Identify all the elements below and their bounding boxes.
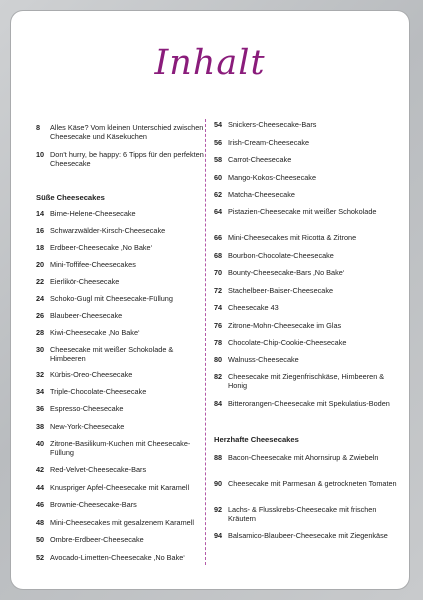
toc-entry-title: Ombre-Erdbeer-Cheesecake [50, 535, 144, 544]
toc-entry[interactable] [214, 372, 404, 391]
toc-entry[interactable] [36, 422, 204, 431]
toc-page-number: 28 [36, 328, 45, 337]
toc-page-number: 14 [36, 209, 45, 218]
toc-entry[interactable] [36, 123, 204, 142]
toc-entry[interactable] [214, 479, 404, 488]
toc-page-number: 48 [36, 518, 45, 527]
toc-page-number: 40 [36, 439, 45, 448]
toc-entry-title: Kiwi-Cheesecake ‚No Bake‘ [50, 328, 140, 337]
toc-page-number: 38 [36, 422, 45, 431]
toc-entry-title: Bacon-Cheesecake mit Ahornsirup & Zwiebeln [228, 453, 379, 462]
toc-entry-title: Bitterorangen-Cheesecake mit Spekulatius-Boden [228, 399, 390, 408]
toc-page-number: 62 [214, 190, 223, 199]
toc-entry-title: Walnuss-Cheesecake [228, 355, 299, 364]
toc-entry[interactable] [36, 553, 204, 562]
toc-entry[interactable] [214, 303, 404, 312]
toc-entry-title: Mango-Kokos-Cheesecake [228, 173, 317, 182]
toc-entry-title: Bourbon-Chocolate-Cheesecake [228, 251, 334, 260]
content-page [11, 11, 409, 589]
toc-entry[interactable] [36, 404, 204, 413]
toc-entry-title: Lachs- & Flusskrebs-Cheesecake mit frischen Kräutern [228, 505, 377, 524]
toc-entry-title: Carrot-Cheesecake [228, 155, 292, 164]
toc-entry-title: Brownie-Cheesecake-Bars [50, 500, 137, 509]
toc-page-number: 16 [36, 226, 45, 235]
toc-entry-title: Schwarzwälder-Kirsch-Cheesecake [50, 226, 166, 235]
toc-page-number: 20 [36, 260, 45, 269]
toc-entry-title: Chocolate-Chip-Cookie-Cheesecake [228, 338, 347, 347]
toc-entry-title: Erdbeer-Cheesecake ‚No Bake‘ [50, 243, 153, 252]
toc-entry-title: Balsamico-Blaubeer-Cheesecake mit Ziegenkäse [228, 531, 388, 540]
toc-entry[interactable] [36, 260, 204, 269]
toc-page-number: 10 [36, 150, 45, 159]
toc-entry-title: Irish-Cream-Cheesecake [228, 138, 310, 147]
toc-page-number: 52 [36, 553, 45, 562]
toc-page-number: 56 [214, 138, 223, 147]
toc-page-number: 18 [36, 243, 45, 252]
toc-page-number: 8 [36, 123, 41, 132]
toc-entry[interactable] [214, 190, 404, 199]
toc-page-number: 90 [214, 479, 223, 488]
toc-entry-title: Pistazien-Cheesecake mit weißer Schokolade [228, 207, 377, 216]
toc-page-number: 60 [214, 173, 223, 182]
page-title: Inhalt [154, 43, 266, 83]
toc-page-number: 70 [214, 268, 223, 277]
toc-entry-title: Snickers-Cheesecake-Bars [228, 120, 317, 129]
toc-entry[interactable] [36, 370, 204, 379]
toc-page-number: 42 [36, 465, 45, 474]
toc-entry[interactable] [36, 387, 204, 396]
toc-entry-title: Don't hurry, be happy: 6 Tipps für den perfekten Cheesecake [50, 150, 204, 169]
toc-entry-title: Eierlikör-Cheesecake [50, 277, 120, 286]
toc-page-number: 88 [214, 453, 223, 462]
toc-entry[interactable] [36, 439, 204, 458]
toc-page-number: 58 [214, 155, 223, 164]
toc-entry[interactable] [36, 277, 204, 286]
toc-entry-title: Espresso-Cheesecake [50, 404, 124, 413]
toc-page-number: 36 [36, 404, 45, 413]
toc-entry[interactable] [214, 207, 404, 216]
toc-entry[interactable] [36, 150, 204, 169]
toc-page-number: 80 [214, 355, 223, 364]
toc-entry-title: Cheesecake mit Parmesan & getrockneten Tomaten [228, 479, 397, 488]
toc-entry[interactable] [214, 453, 404, 462]
toc-page-number: 46 [36, 500, 45, 509]
toc-entry[interactable] [214, 338, 404, 347]
toc-page-number: 54 [214, 120, 223, 129]
toc-page-number: 24 [36, 294, 45, 303]
toc-page-number: 74 [214, 303, 223, 312]
toc-entry[interactable] [214, 155, 404, 164]
toc-entry-title: Alles Käse? Vom kleinen Unterschied zwischen Cheesecake und Käsekuchen [50, 123, 204, 142]
toc-entry[interactable] [36, 518, 204, 527]
toc-entry-title: Mini-Cheesecakes mit gesalzenem Karamell [50, 518, 194, 527]
toc-entry-title: New-York-Cheesecake [50, 422, 125, 431]
toc-entry-title: Stachelbeer-Baiser-Cheesecake [228, 286, 334, 295]
toc-entry[interactable] [36, 294, 204, 303]
toc-entry[interactable] [214, 233, 404, 242]
toc-page-number: 50 [36, 535, 45, 544]
toc-page-number: 84 [214, 399, 223, 408]
toc-entry[interactable] [214, 399, 404, 408]
toc-entry-title: Mini-Cheesecakes mit Ricotta & Zitrone [228, 233, 357, 242]
toc-entry[interactable] [36, 226, 204, 235]
toc-entry[interactable] [214, 268, 404, 277]
toc-entry[interactable] [214, 355, 404, 364]
toc-page-number: 26 [36, 311, 45, 320]
toc-entry-title: Knuspriger Apfel-Cheesecake mit Karamell [50, 483, 190, 492]
toc-entry-title: Kürbis-Oreo-Cheesecake [50, 370, 133, 379]
toc-entry[interactable] [36, 243, 204, 252]
toc-entry[interactable] [36, 535, 204, 544]
toc-page-number: 78 [214, 338, 223, 347]
toc-entry[interactable] [36, 345, 204, 364]
toc-entry-title: Zitrone-Mohn-Cheesecake im Glas [228, 321, 342, 330]
toc-page-number: 66 [214, 233, 223, 242]
toc-entry-title: Cheesecake mit weißer Schokolade & Himbeeren [50, 345, 174, 364]
toc-page-number: 44 [36, 483, 45, 492]
toc-entry[interactable] [36, 483, 204, 492]
toc-page-number: 34 [36, 387, 45, 396]
toc-page-number: 68 [214, 251, 223, 260]
toc-page-number: 94 [214, 531, 223, 540]
toc-entry-title: Zitrone-Basilikum-Kuchen mit Cheesecake-Füllung [50, 439, 191, 458]
toc-entry-title: Cheesecake mit Ziegenfrischkäse, Himbeeren & Honig [228, 372, 385, 391]
toc-entry-title: Red-Velvet-Cheesecake-Bars [50, 465, 147, 474]
toc-entry-title: Birne-Helene-Cheesecake [50, 209, 136, 218]
toc-entry[interactable] [214, 505, 404, 524]
toc-entry[interactable] [214, 286, 404, 295]
toc-entry[interactable] [214, 173, 404, 182]
toc-page-number: 64 [214, 207, 223, 216]
toc-entry-title: Schoko-Gugl mit Cheesecake-Füllung [50, 294, 173, 303]
toc-entry-title: Avocado-Limetten-Cheesecake ‚No Bake‘ [50, 553, 185, 562]
column-divider [205, 119, 206, 565]
toc-entry-title: Blaubeer-Cheesecake [50, 311, 123, 320]
toc-entry[interactable] [36, 209, 204, 218]
toc-entry-title: Mini-Toffifee-Cheesecakes [50, 260, 136, 269]
toc-entry-title: Bounty-Cheesecake-Bars ‚No Bake‘ [228, 268, 345, 277]
toc-entry[interactable] [36, 465, 204, 474]
section-heading-sweet: Süße Cheesecakes [36, 193, 105, 202]
toc-entry[interactable] [214, 138, 404, 147]
toc-page-number: 92 [214, 505, 223, 514]
toc-entry[interactable] [36, 500, 204, 509]
toc-entry-title: Matcha-Cheesecake [228, 190, 295, 199]
toc-page-number: 32 [36, 370, 45, 379]
toc-entry[interactable] [214, 120, 404, 129]
toc-entry[interactable] [36, 311, 204, 320]
toc-entry-title: Cheesecake 43 [228, 303, 279, 312]
toc-entry[interactable] [214, 321, 404, 330]
toc-entry-title: Triple-Chocolate-Cheesecake [50, 387, 147, 396]
toc-page-number: 22 [36, 277, 45, 286]
toc-entry[interactable] [36, 328, 204, 337]
toc-page-number: 72 [214, 286, 223, 295]
toc-page-number: 76 [214, 321, 223, 330]
section-heading-savory: Herzhafte Cheesecakes [214, 435, 299, 444]
toc-entry[interactable] [214, 251, 404, 260]
toc-entry[interactable] [214, 531, 404, 540]
toc-page-number: 30 [36, 345, 45, 354]
toc-page-number: 82 [214, 372, 223, 381]
